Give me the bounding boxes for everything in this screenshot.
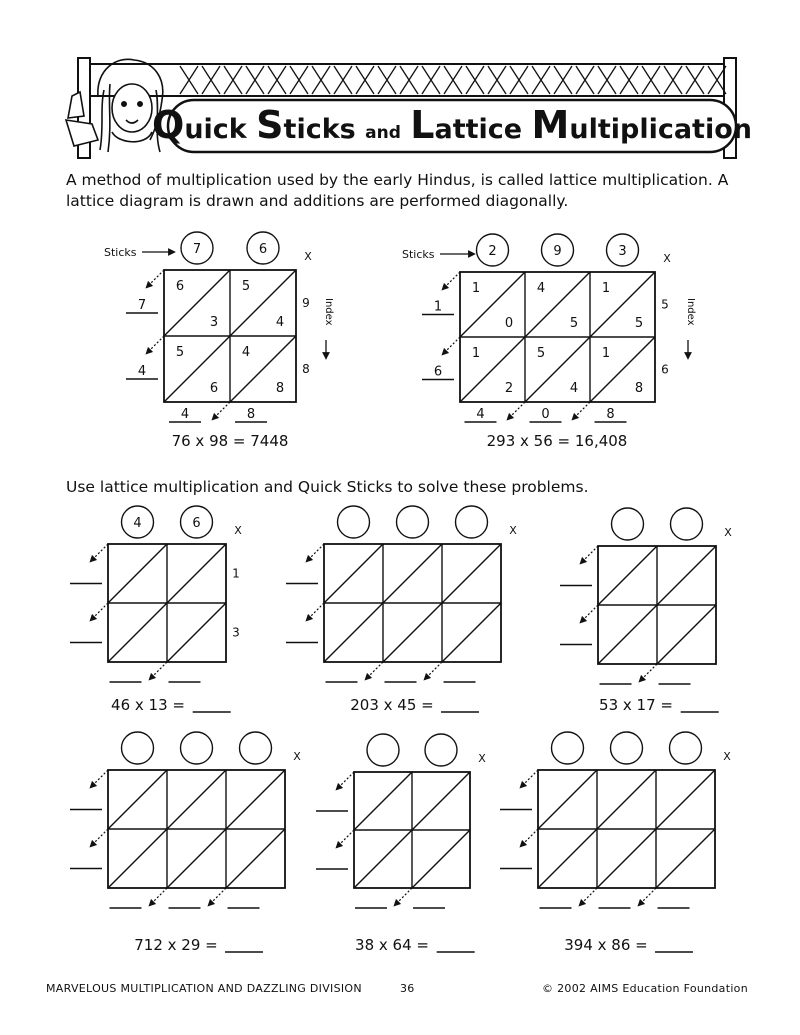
- diagonal-sum-arrow: [522, 770, 538, 786]
- cell-diagonal: [324, 603, 383, 662]
- tens-digit: 6: [175, 279, 185, 294]
- diagonal-sum-arrow: [308, 544, 324, 560]
- cell-diagonal: [460, 337, 525, 402]
- tens-digit: 5: [175, 345, 185, 360]
- times-sign: X: [293, 750, 301, 763]
- digit-circle: [671, 508, 703, 540]
- tens-digit: 1: [471, 281, 481, 296]
- cell-diagonal: [167, 544, 226, 603]
- tens-digit: 5: [241, 279, 251, 294]
- right-digit: 3: [232, 625, 240, 640]
- diagonal-sum-arrow: [444, 272, 460, 288]
- answer-digit: 4: [180, 407, 190, 422]
- cell-diagonal: [324, 544, 383, 603]
- cell-diagonal: [538, 829, 597, 888]
- cell-diagonal: [525, 272, 590, 337]
- page-title: Quick Sticks and Lattice Multiplication: [152, 103, 752, 147]
- cell-diagonal: [590, 337, 655, 402]
- diagonal-sum-arrow: [151, 888, 167, 904]
- digit-circle: [552, 732, 584, 764]
- top-digit: 3: [618, 244, 627, 259]
- cell-diagonal: [226, 770, 285, 829]
- diagonal-sum-arrow: [92, 603, 108, 619]
- diagonal-sum-arrow: [574, 402, 590, 418]
- right-digit: 1: [232, 566, 240, 581]
- footer-book-title: MARVELOUS MULTIPLICATION AND DAZZLING DIVISION: [46, 982, 362, 995]
- diagonal-sum-arrow: [367, 662, 383, 678]
- digit-circle: [240, 732, 272, 764]
- answer-digit: 1: [433, 299, 443, 315]
- cell-diagonal: [598, 605, 657, 664]
- cell-diagonal: [442, 603, 501, 662]
- answer-digit: 8: [246, 407, 256, 422]
- tens-digit: 1: [471, 346, 481, 361]
- cell-diagonal: [108, 544, 167, 603]
- problem-lattice-5: [316, 734, 486, 908]
- cell-diagonal: [656, 829, 715, 888]
- answer-digit: 7: [137, 298, 147, 313]
- times-sign: X: [723, 750, 731, 763]
- intro-paragraph: A method of multiplication used by the early Hindus, is called lattice multiplication. A lattice diagram is drawn and additions are performed diagonally.: [66, 171, 729, 210]
- problem-equation: 53 x 17 =: [599, 696, 673, 714]
- tens-digit: 4: [536, 281, 546, 296]
- ones-digit: 4: [275, 315, 285, 330]
- footer-page-number: 36: [400, 982, 415, 995]
- cell-diagonal: [442, 544, 501, 603]
- example-lattice-1: [126, 232, 312, 422]
- problem-equation: 203 x 45 =: [350, 696, 434, 714]
- digit-circle: [611, 732, 643, 764]
- cell-diagonal: [167, 829, 226, 888]
- ones-digit: 5: [634, 316, 644, 331]
- times-sign: X: [509, 524, 517, 537]
- cell-diagonal: [354, 772, 412, 830]
- cell-diagonal: [164, 270, 230, 336]
- example-equation: 76 x 98 = 7448: [171, 432, 289, 450]
- cell-diagonal: [656, 770, 715, 829]
- footer-copyright: © 2002 AIMS Education Foundation: [542, 982, 748, 995]
- problem-equation: 46 x 13 =: [111, 696, 185, 714]
- digit-circle: [367, 734, 399, 766]
- top-digit: 6: [258, 242, 268, 257]
- digit-circle: [338, 506, 370, 538]
- digit-circle: [670, 732, 702, 764]
- answer-digit: 6: [433, 364, 443, 380]
- diagonal-sum-arrow: [92, 770, 108, 786]
- diagonal-sum-arrow: [214, 402, 230, 418]
- diagonal-sum-arrow: [641, 664, 657, 680]
- times-sign: X: [304, 250, 312, 263]
- answer-digit: 8: [606, 407, 615, 422]
- tens-digit: 1: [601, 346, 611, 361]
- cell-diagonal: [167, 770, 226, 829]
- cell-diagonal: [230, 270, 296, 336]
- digit-circle: [397, 506, 429, 538]
- diagonal-sum-arrow: [582, 546, 598, 562]
- diagonal-sum-arrow: [640, 888, 656, 904]
- problem-equation: 712 x 29 =: [134, 936, 218, 954]
- ones-digit: 4: [569, 381, 579, 396]
- cell-diagonal: [226, 829, 285, 888]
- diagonal-sum-arrow: [444, 337, 460, 353]
- cell-diagonal: [383, 603, 442, 662]
- top-digit: 6: [192, 516, 201, 531]
- top-digit: 4: [133, 516, 142, 531]
- index-label: Index: [323, 298, 334, 326]
- sticks-label: Sticks: [402, 248, 435, 261]
- cell-diagonal: [525, 337, 590, 402]
- diagonal-sum-arrow: [338, 830, 354, 846]
- right-digit: 8: [302, 362, 310, 376]
- ones-digit: 3: [209, 315, 219, 330]
- diagonal-sum-arrow: [396, 888, 412, 904]
- tens-digit: 4: [241, 345, 251, 360]
- digit-circle: [425, 734, 457, 766]
- digit-circle: [456, 506, 488, 538]
- answer-digit: 4: [476, 407, 485, 422]
- ones-digit: 8: [634, 381, 644, 396]
- times-sign: X: [663, 252, 671, 265]
- cell-diagonal: [108, 603, 167, 662]
- cell-diagonal: [108, 770, 167, 829]
- problem-equation: 38 x 64 =: [355, 936, 429, 954]
- top-digit: 9: [553, 244, 562, 259]
- problem-lattice-3: [560, 508, 732, 684]
- right-digit: 6: [661, 362, 669, 377]
- top-digit: 2: [488, 244, 497, 259]
- answer-digit: 0: [541, 407, 550, 422]
- diagonal-sum-arrow: [92, 829, 108, 845]
- cell-diagonal: [412, 830, 470, 888]
- digit-circle: [181, 732, 213, 764]
- problem-equation: 394 x 86 =: [564, 936, 648, 954]
- diagonal-sum-arrow: [426, 662, 442, 678]
- example-equation: 293 x 56 = 16,408: [486, 432, 628, 450]
- cell-diagonal: [412, 772, 470, 830]
- ones-digit: 0: [504, 316, 514, 331]
- diagonal-sum-arrow: [581, 888, 597, 904]
- index-label: Index: [685, 298, 696, 326]
- answer-digit: 4: [137, 364, 147, 379]
- cell-diagonal: [590, 272, 655, 337]
- diagonal-sum-arrow: [148, 270, 164, 286]
- diagonal-sum-arrow: [151, 662, 167, 678]
- digit-circle: [612, 508, 644, 540]
- diagonal-sum-arrow: [522, 829, 538, 845]
- cell-diagonal: [354, 830, 412, 888]
- cell-diagonal: [108, 829, 167, 888]
- cell-diagonal: [460, 272, 525, 337]
- ones-digit: 8: [275, 381, 285, 396]
- diagonal-sum-arrow: [582, 605, 598, 621]
- cell-diagonal: [657, 605, 716, 664]
- problem-lattice-1: [70, 506, 242, 682]
- times-sign: X: [724, 526, 732, 539]
- cell-diagonal: [164, 336, 230, 402]
- problem-lattice-6: [500, 732, 731, 908]
- cell-diagonal: [597, 829, 656, 888]
- tens-digit: 5: [536, 346, 546, 361]
- cell-diagonal: [597, 770, 656, 829]
- header-banner: [66, 58, 752, 158]
- right-digit: 9: [302, 296, 310, 310]
- cell-diagonal: [167, 603, 226, 662]
- problem-lattice-4: [70, 732, 301, 908]
- cell-diagonal: [598, 546, 657, 605]
- diagonal-sum-arrow: [308, 603, 324, 619]
- ones-digit: 6: [209, 381, 219, 396]
- cell-diagonal: [657, 546, 716, 605]
- problem-lattice-2: [286, 506, 517, 682]
- diagonal-sum-arrow: [92, 544, 108, 560]
- diagonal-sum-arrow: [338, 772, 354, 788]
- instructions: Use lattice multiplication and Quick Sticks to solve these problems.: [66, 478, 589, 496]
- cell-diagonal: [230, 336, 296, 402]
- top-digit: 7: [192, 242, 202, 257]
- diagonal-sum-arrow: [509, 402, 525, 418]
- right-digit: 5: [661, 297, 669, 312]
- times-sign: X: [234, 524, 242, 537]
- example-lattice-2: [422, 234, 671, 422]
- ones-digit: 2: [504, 381, 514, 396]
- ones-digit: 5: [569, 316, 579, 331]
- cell-diagonal: [538, 770, 597, 829]
- tens-digit: 1: [601, 281, 611, 296]
- times-sign: X: [478, 752, 486, 765]
- digit-circle: [122, 732, 154, 764]
- diagonal-sum-arrow: [210, 888, 226, 904]
- diagonal-sum-arrow: [148, 336, 164, 352]
- sticks-label: Sticks: [104, 246, 137, 259]
- cell-diagonal: [383, 544, 442, 603]
